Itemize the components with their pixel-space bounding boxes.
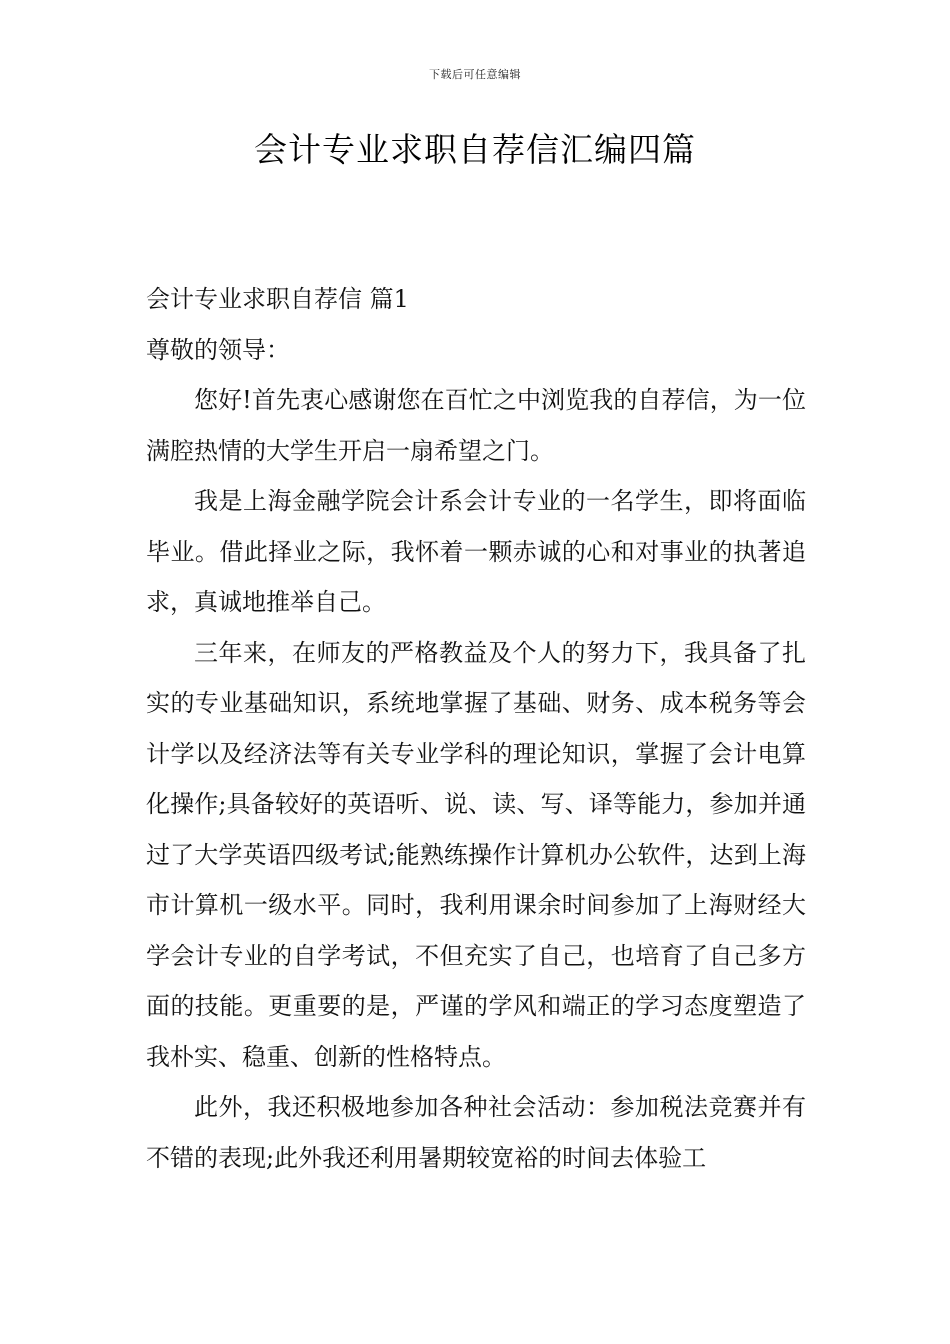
header-note: 下载后可任意编辑 xyxy=(429,68,521,81)
salutation: 尊敬的领导： xyxy=(146,335,290,364)
document-body xyxy=(146,274,806,1183)
paragraph-4: 此外，我还积极地参加各种社会活动：参加税法竞赛并有不错的表现;此外我还利用暑期较宽裕的时间去体验工 xyxy=(146,1093,806,1172)
paragraph-1: 您好!首先衷心感谢您在百忙之中浏览我的自荐信，为一位满腔热情的大学生开启一扇希望之门。 xyxy=(146,386,806,465)
document-title: 会计专业求职自荐信汇编四篇 xyxy=(254,130,696,169)
section-heading: 会计专业求职自荐信 篇1 xyxy=(146,285,409,313)
paragraph-2: 我是上海金融学院会计系会计专业的一名学生，即将面临毕业。借此择业之际，我怀着一颗赤诚的心和对事业的执著追求，真诚地推举自己。 xyxy=(146,487,806,616)
paragraph-3: 三年来，在师友的严格教益及个人的努力下，我具备了扎实的专业基础知识，系统地掌握了基础、财务、成本税务等会计学以及经济法等有关专业学科的理论知识，掌握了会计电算化操作;具备较好的英语听、说、读、写、译等能力，参加并通过了大学英语四级考试;能熟练操作计算机办公软件，达到上海市计算机一级水平。同时，我利用课余时间参加了上海财经大学会计专业的自学考试，不但充实了自己，也培育了自己多方面的技能。更重要的是，严谨的学风和端正的学习态度塑造了我朴实、稳重、创新的性格特点。 xyxy=(146,638,806,1071)
